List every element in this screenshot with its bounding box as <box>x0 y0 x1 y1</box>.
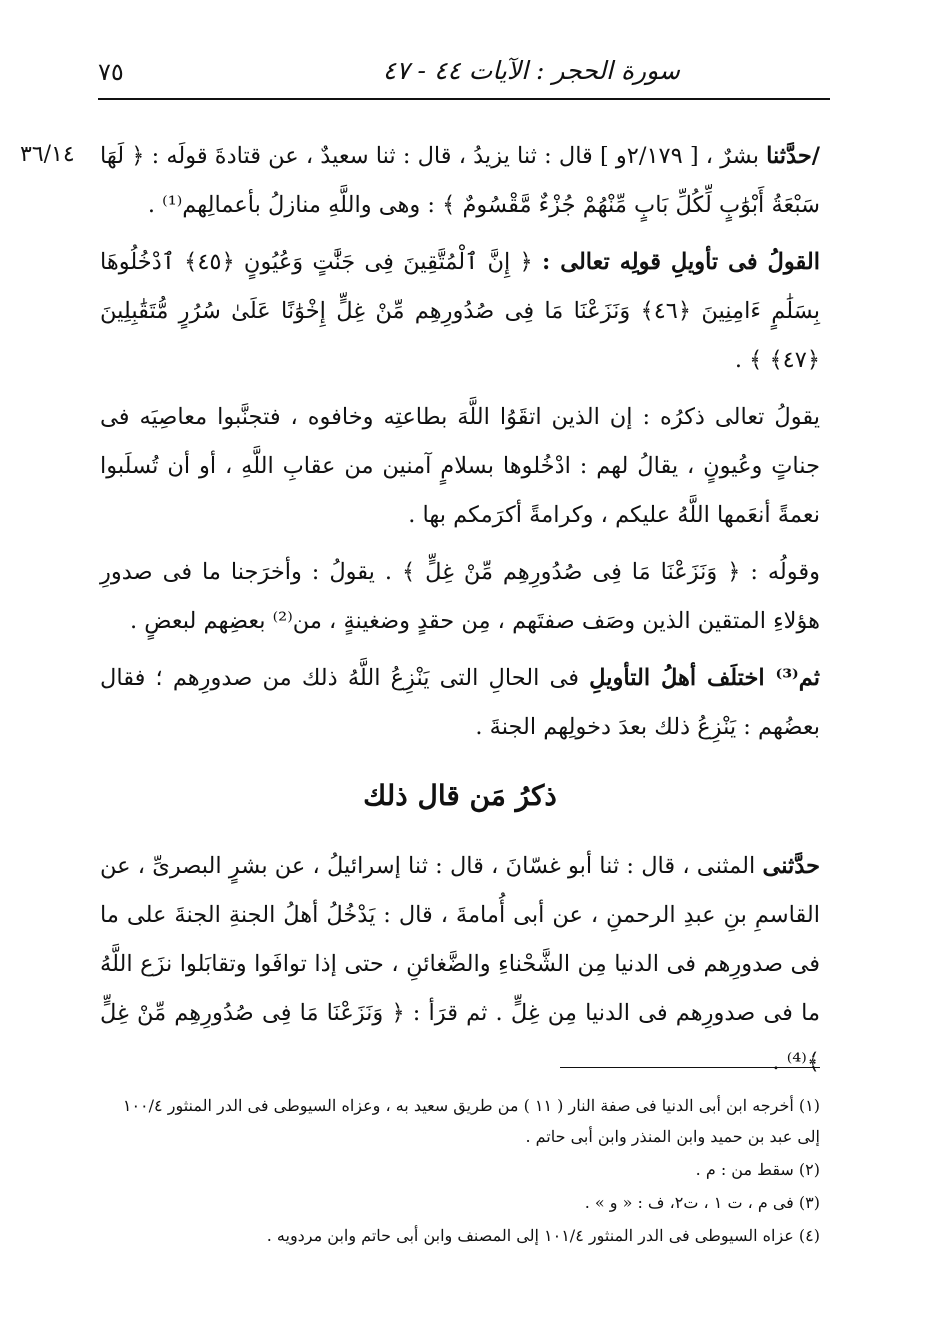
footnote-3: (٣) فى م ، ت ١ ، ت٢، ف : « و » . <box>584 1193 820 1212</box>
paragraph-text: يقولُ تعالى ذكرُه : إن الذين اتقَوُا اللَّهَ بطاعتِه وخافوه ، فتجنَّبوا معاصِيَه فى جناتٍ وعُيونٍ ، يقالُ لهم : ادْخُلوها بسلامٍ آمنين من عقابِ اللَّهِ ، أو أن تُسلَبوا نعمةً أنعَمها اللَّهُ عليكم ، وكرامةً أكرَمكم بها . <box>100 404 820 528</box>
header-rule <box>98 98 830 100</box>
paragraph-1 <box>100 132 820 230</box>
paragraph-lead: القولُ فى تأويلِ قولِه تعالى : <box>541 249 820 275</box>
footnote-2: (٢) سقط من : م . <box>695 1160 820 1179</box>
paragraph-2 <box>100 238 820 385</box>
paragraph-text: بشرٌ ، [ ٢/١٧٩و ] قال : ثنا يزيدُ ، قال : ثنا سعيدٌ ، عن قتادةَ قولَه : ﴿ لَهَا سَبْعَةُ أَبْوَٰبٍ لِّكُلِّ بَابٍ مِّنْهُمْ جُزْءٌ مَّقْسُومٌ ﴾ : وهى واللَّهِ منازلُ بأعمالِهم⁽¹⁾ . <box>100 143 820 218</box>
main-text <box>100 132 820 1095</box>
page-number: ٧٥ <box>98 58 124 86</box>
paragraph-text: المثنى ، قال : ثنا أبو غسّانَ ، قال : ثنا إسرائيلُ ، عن بشرٍ البصرىِّ ، عن القاسمِ بنِ عبدِ الرحمنِ ، عن أبى أُمامةَ ، قال : يَدْخُلُ أهلُ الجنةِ الجنةَ على ما فى صدورِهم فى الدنيا مِن الشَّحْناءِ والضَّغائنِ ، حتى إذا توافَوا وتقابَلوا نزَع اللَّهُ ما فى صدورِهم فى الدنيا مِن غِلٍّ . ثم قرَأ : ﴿ وَنَزَعْنَا مَا فِى صُدُورِهِم مِّنْ غِلٍّ ﴾⁽⁴⁾ . <box>100 853 820 1075</box>
footnote-rule <box>560 1067 820 1068</box>
footnotes <box>100 1090 820 1253</box>
running-title: سورة الحجر : الآيات ٤٤ - ٤٧ <box>382 56 680 85</box>
page-header <box>98 52 830 98</box>
paragraph-text: فى الحالِ التى يَنْزِعُ اللَّهُ ذلك من صدورِهم ؛ فقال بعضُهم : يَنْزِعُ ذلك بعدَ دخولِهم الجنةَ . <box>100 665 820 740</box>
margin-reference: ٣٦/١٤ <box>20 142 75 167</box>
section-heading: ذكرُ مَن قال ذلك <box>363 779 557 812</box>
paragraph-lead: ثم⁽³⁾ اختلَف أهلُ التأويلِ <box>589 665 820 691</box>
paragraph-3 <box>100 393 820 540</box>
paragraph-text: وقولُه : ﴿ وَنَزَعْنَا مَا فِى صُدُورِهِم مِّنْ غِلٍّ ﴾ . يقولُ : وأخرَجنا ما فى صدورِ هؤلاءِ المتقين الذين وصَف صفتَهم ، مِن حقدٍ وضغينةٍ ، من⁽²⁾ بعضِهم لبعضٍ . <box>100 559 820 634</box>
paragraph-lead: حدَّثنى <box>762 853 820 879</box>
hadith-paragraph <box>100 842 820 1087</box>
paragraph-5 <box>100 654 820 752</box>
paragraph-4 <box>100 548 820 646</box>
footnote-1: (١) أخرجه ابن أبى الدنيا فى صفة النار ( ١١ ) من طريق سعيد به ، وعزاه السيوطى فى الدر المنثور ١٠٠/٤ إلى عبد بن حميد وابن المنذر وابن أبى حاتم . <box>122 1096 820 1146</box>
paragraph-lead: /حدَّثنا <box>766 143 820 169</box>
footnote-4: (٤) عزاه السيوطى فى الدر المنثور ١٠١/٤ إلى المصنف وابن أبى حاتم وابن مردويه . <box>266 1226 820 1245</box>
paragraph-text: ﴿ إِنَّ ٱلْمُتَّقِينَ فِى جَنَّٰتٍ وَعُيُونٍ ﴿٤٥﴾ ٱدْخُلُوهَا بِسَلَٰمٍ ءَامِنِينَ ﴿٤٦﴾ وَنَزَعْنَا مَا فِى صُدُورِهِم مِّنْ غِلٍّ إِخْوَٰنًا عَلَىٰ سُرُرٍ مُّتَقَٰبِلِينَ ﴿٤٧﴾ ﴾ . <box>100 249 820 373</box>
